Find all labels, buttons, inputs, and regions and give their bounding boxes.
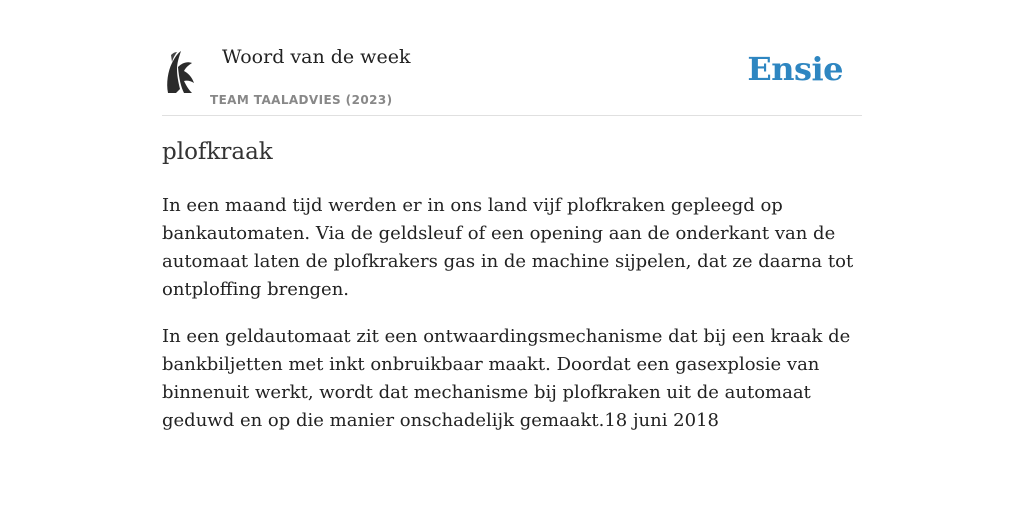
flemish-lion-logo-icon[interactable] xyxy=(162,49,198,97)
header-title: Woord van de week xyxy=(222,46,411,68)
brand-logo[interactable]: Ensie xyxy=(747,50,843,88)
article-paragraph-text: In een geldautomaat zit een ontwaardingsmechanisme dat bij een kraak de bankbiljetten met inkt onbruikbaar maakt. Doordat een gasexplosie van binnenuit werkt, wordt dat mechanisme bij plofkraken uit de automaat geduwd en op die manier onschadelijk gemaakt. xyxy=(162,326,851,431)
word-title: plofkraak xyxy=(162,139,273,165)
article-page xyxy=(162,0,862,512)
article-paragraph xyxy=(162,323,862,435)
header-author: TEAM TAALADVIES (2023) xyxy=(210,93,393,107)
article-paragraph: In een maand tijd werden er in ons land vijf plofkraken gepleegd op bankautomaten. Via de geldsleuf of een opening aan de onderkant van de automaat laten de plofkrakers gas in de machine sijpelen, dat ze daarna tot ontploffing brengen. xyxy=(162,195,854,300)
article-date: 18 juni 2018 xyxy=(604,410,719,431)
article-body xyxy=(162,192,862,454)
header xyxy=(162,40,862,116)
